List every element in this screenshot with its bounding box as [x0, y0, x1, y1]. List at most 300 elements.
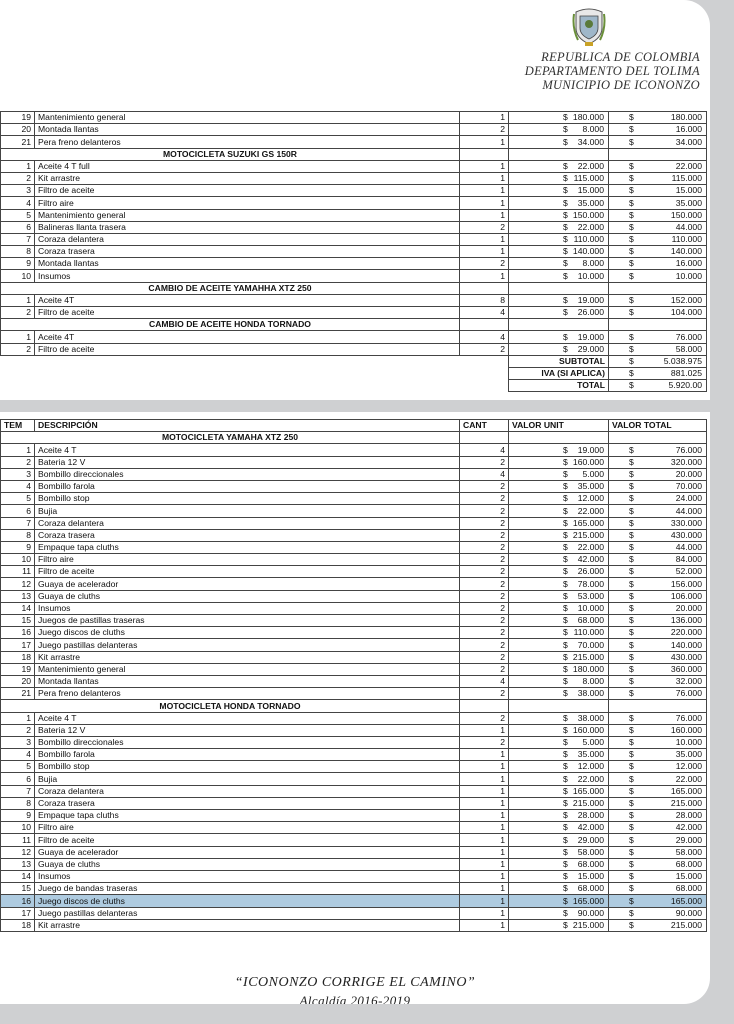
item-description: Aceite 4 T — [35, 444, 460, 456]
item-description: Pera freno delanteros — [35, 136, 460, 148]
blank-cell — [1, 380, 509, 392]
currency-symbol: $ — [629, 639, 634, 650]
currency-symbol: $ — [629, 444, 634, 455]
header-description: DESCRIPCIÓN — [35, 420, 460, 432]
item-quantity: 4 — [460, 468, 509, 480]
amount: 5.920.00 — [668, 380, 702, 391]
table-row — [1, 675, 707, 687]
table-row — [1, 480, 707, 492]
unit-value — [509, 258, 609, 270]
currency-symbol: $ — [629, 197, 634, 208]
amount: 165.000 — [572, 517, 604, 528]
currency-symbol: $ — [563, 590, 568, 601]
amount: 215.000 — [670, 919, 702, 930]
amount: 330.000 — [670, 517, 702, 528]
empty-cell — [609, 319, 707, 331]
amount: 20.000 — [675, 603, 702, 613]
item-quantity: 2 — [460, 493, 509, 505]
currency-symbol: $ — [563, 493, 568, 504]
item-quantity: 2 — [460, 627, 509, 639]
item-description: Filtro de aceite — [35, 834, 460, 846]
amount: 20.000 — [675, 468, 702, 479]
amount: 8.000 — [582, 124, 604, 135]
unit-value — [509, 160, 609, 172]
currency-symbol: $ — [563, 822, 568, 833]
item-description: Aceite 4 T full — [35, 160, 460, 172]
currency-symbol: $ — [563, 295, 568, 305]
summary-value — [609, 380, 707, 392]
currency-symbol: $ — [563, 173, 568, 184]
item-description: Coraza delantera — [35, 517, 460, 529]
currency-symbol: $ — [563, 895, 568, 906]
item-quantity: 2 — [460, 517, 509, 529]
header-quantity: CANT — [460, 420, 509, 432]
amount: 44.000 — [675, 221, 702, 232]
unit-value — [509, 870, 609, 882]
currency-symbol: $ — [629, 822, 634, 833]
amount: 84.000 — [675, 554, 702, 565]
item-number: 6 — [1, 221, 35, 233]
currency-symbol: $ — [563, 112, 568, 123]
currency-symbol: $ — [563, 810, 568, 821]
currency-symbol: $ — [563, 834, 568, 845]
item-description: Insumos — [35, 602, 460, 614]
item-number: 10 — [1, 822, 35, 834]
table-row — [1, 883, 707, 895]
amount: 58.000 — [577, 846, 604, 857]
item-quantity: 1 — [460, 136, 509, 148]
currency-symbol: $ — [563, 505, 568, 516]
item-number: 7 — [1, 233, 35, 245]
amount: 156.000 — [670, 578, 702, 589]
item-number: 17 — [1, 639, 35, 651]
table-row — [1, 615, 707, 627]
currency-symbol: $ — [629, 883, 634, 894]
letterhead-line-department: DEPARTAMENTO DEL TOLIMA — [524, 64, 700, 78]
unit-value — [509, 456, 609, 468]
amount: 22.000 — [675, 773, 702, 784]
item-number: 14 — [1, 602, 35, 614]
item-description: Juegos de pastillas traseras — [35, 615, 460, 627]
amount: 220.000 — [670, 627, 702, 638]
item-quantity: 2 — [460, 736, 509, 748]
item-quantity: 1 — [460, 270, 509, 282]
item-number: 12 — [1, 846, 35, 858]
item-number: 3 — [1, 468, 35, 480]
table-row — [1, 822, 707, 834]
section-title: CAMBIO DE ACEITE HONDA TORNADO — [1, 319, 460, 331]
table-row — [1, 749, 707, 761]
unit-value — [509, 651, 609, 663]
total-value — [609, 810, 707, 822]
unit-value — [509, 270, 609, 282]
currency-symbol: $ — [563, 761, 568, 772]
unit-value — [509, 602, 609, 614]
amount: 15.000 — [577, 871, 604, 882]
currency-symbol: $ — [629, 456, 634, 467]
table-row — [1, 541, 707, 553]
unit-value — [509, 858, 609, 870]
total-value — [609, 822, 707, 834]
unit-value — [509, 590, 609, 602]
total-value — [609, 197, 707, 209]
currency-symbol: $ — [629, 112, 634, 123]
unit-value — [509, 785, 609, 797]
amount: 110.000 — [573, 627, 604, 638]
section-row — [1, 319, 707, 331]
amount: 35.000 — [577, 749, 604, 760]
item-number: 5 — [1, 493, 35, 505]
amount: 22.000 — [577, 505, 604, 516]
amount: 10.000 — [577, 603, 604, 613]
currency-symbol: $ — [629, 234, 634, 245]
total-value — [609, 907, 707, 919]
amount: 90.000 — [675, 907, 702, 918]
table-row — [1, 209, 707, 221]
currency-symbol: $ — [629, 737, 634, 748]
item-description: Bombillo stop — [35, 493, 460, 505]
currency-symbol: $ — [629, 627, 634, 638]
unit-value — [509, 773, 609, 785]
item-description: Guaya de acelerador — [35, 578, 460, 590]
currency-symbol: $ — [629, 136, 634, 147]
item-description: Guaya de cluths — [35, 858, 460, 870]
table-row — [1, 639, 707, 651]
item-description: Juego discos de cluths — [35, 895, 460, 907]
item-description: Juego pastillas delanteras — [35, 639, 460, 651]
amount: 70.000 — [675, 481, 702, 492]
table-row — [1, 160, 707, 172]
item-description: Filtro aire — [35, 554, 460, 566]
table-row — [1, 712, 707, 724]
amount: 22.000 — [577, 221, 604, 232]
total-value — [609, 517, 707, 529]
currency-symbol: $ — [629, 895, 634, 906]
item-number: 4 — [1, 197, 35, 209]
unit-value — [509, 517, 609, 529]
currency-symbol: $ — [629, 590, 634, 601]
table-row — [1, 773, 707, 785]
total-value — [609, 858, 707, 870]
amount: 136.000 — [670, 615, 702, 626]
amount: 5.000 — [582, 737, 604, 748]
total-value — [609, 112, 707, 124]
unit-value — [509, 112, 609, 124]
item-number: 20 — [1, 675, 35, 687]
empty-cell — [509, 282, 609, 294]
total-value — [609, 160, 707, 172]
amount: 35.000 — [675, 749, 702, 760]
section-row — [1, 700, 707, 712]
currency-symbol: $ — [629, 688, 634, 699]
amount: 34.000 — [675, 136, 702, 147]
item-quantity: 2 — [460, 124, 509, 136]
currency-symbol: $ — [563, 185, 568, 196]
currency-symbol: $ — [629, 615, 634, 626]
amount: 140.000 — [670, 639, 702, 650]
item-number: 2 — [1, 172, 35, 184]
item-number: 19 — [1, 112, 35, 124]
table-row — [1, 444, 707, 456]
amount: 10.000 — [577, 270, 604, 281]
amount: 78.000 — [577, 578, 604, 589]
total-value — [609, 246, 707, 258]
currency-symbol: $ — [629, 160, 634, 171]
total-value — [609, 541, 707, 553]
empty-cell — [460, 148, 509, 160]
section-title: MOTOCICLETA HONDA TORNADO — [1, 700, 460, 712]
item-quantity: 8 — [460, 294, 509, 306]
currency-symbol: $ — [629, 295, 634, 305]
empty-cell — [509, 432, 609, 444]
currency-symbol: $ — [629, 554, 634, 565]
currency-symbol: $ — [563, 542, 568, 553]
unit-value — [509, 761, 609, 773]
currency-symbol: $ — [629, 834, 634, 845]
amount: 76.000 — [675, 712, 702, 723]
total-value — [609, 493, 707, 505]
item-description: Juego discos de cluths — [35, 627, 460, 639]
unit-value — [509, 834, 609, 846]
currency-symbol: $ — [563, 639, 568, 650]
amount: 10.000 — [675, 270, 702, 281]
empty-cell — [509, 148, 609, 160]
item-number: 15 — [1, 883, 35, 895]
item-quantity: 2 — [460, 480, 509, 492]
item-number: 18 — [1, 651, 35, 663]
item-description: Pera freno delanteros — [35, 688, 460, 700]
table-row — [1, 651, 707, 663]
amount: 5.038.975 — [663, 355, 702, 366]
currency-symbol: $ — [629, 724, 634, 735]
item-quantity: 2 — [460, 505, 509, 517]
empty-cell — [460, 282, 509, 294]
item-description: Guaya de acelerador — [35, 846, 460, 858]
item-description: Insumos — [35, 870, 460, 882]
unit-value — [509, 822, 609, 834]
table-row — [1, 197, 707, 209]
item-number: 6 — [1, 505, 35, 517]
item-quantity: 1 — [460, 209, 509, 221]
header-item: TEM — [1, 420, 35, 432]
currency-symbol: $ — [563, 907, 568, 918]
total-value — [609, 294, 707, 306]
currency-symbol: $ — [563, 481, 568, 492]
total-value — [609, 343, 707, 355]
currency-symbol: $ — [629, 871, 634, 882]
table-header-row — [1, 420, 707, 432]
table-row — [1, 136, 707, 148]
empty-cell — [609, 700, 707, 712]
item-quantity: 2 — [460, 258, 509, 270]
item-number: 4 — [1, 480, 35, 492]
unit-value — [509, 883, 609, 895]
item-quantity: 2 — [460, 221, 509, 233]
currency-symbol: $ — [563, 883, 568, 894]
total-value — [609, 870, 707, 882]
total-value — [609, 615, 707, 627]
item-description: Filtro aire — [35, 197, 460, 209]
amount: 42.000 — [577, 822, 604, 833]
item-number: 1 — [1, 294, 35, 306]
currency-symbol: $ — [629, 651, 634, 662]
item-description: Filtro de aceite — [35, 343, 460, 355]
item-description: Bombillo direccionales — [35, 468, 460, 480]
empty-cell — [609, 432, 707, 444]
amount: 165.000 — [572, 785, 604, 796]
item-description: Aceite 4T — [35, 331, 460, 343]
amount: 160.000 — [572, 456, 604, 467]
unit-value — [509, 627, 609, 639]
table-row — [1, 736, 707, 748]
item-quantity: 2 — [460, 602, 509, 614]
currency-symbol: $ — [629, 603, 634, 613]
item-quantity: 1 — [460, 785, 509, 797]
item-description: Coraza trasera — [35, 797, 460, 809]
item-quantity: 1 — [460, 822, 509, 834]
currency-symbol: $ — [563, 858, 568, 869]
amount: 12.000 — [577, 493, 604, 504]
item-description: Balineras llanta trasera — [35, 221, 460, 233]
amount: 15.000 — [675, 871, 702, 882]
item-description: Empaque tapa cluths — [35, 810, 460, 822]
amount: 104.000 — [670, 307, 702, 318]
quote-table-continued — [0, 111, 707, 392]
amount: 28.000 — [577, 810, 604, 821]
item-description: Kit arrastre — [35, 919, 460, 931]
table-row — [1, 688, 707, 700]
currency-symbol: $ — [629, 380, 634, 391]
total-value — [609, 468, 707, 480]
item-number: 5 — [1, 761, 35, 773]
footer — [0, 975, 710, 1004]
table-row — [1, 663, 707, 675]
total-value — [609, 221, 707, 233]
amount: 58.000 — [675, 343, 702, 354]
total-value — [609, 834, 707, 846]
total-value — [609, 639, 707, 651]
amount: 22.000 — [675, 160, 702, 171]
letterhead-line-municipality: MUNICIPIO DE ICONONZO — [542, 78, 700, 92]
total-value — [609, 529, 707, 541]
amount: 215.000 — [572, 798, 604, 808]
item-quantity: 1 — [460, 858, 509, 870]
item-description: Filtro de aceite — [35, 307, 460, 319]
blank-cell — [1, 355, 509, 367]
table-row — [1, 493, 707, 505]
currency-symbol: $ — [563, 258, 568, 269]
amount: 160.000 — [670, 724, 702, 735]
item-quantity: 2 — [460, 456, 509, 468]
amount: 115.000 — [573, 173, 604, 184]
total-value — [609, 554, 707, 566]
amount: 165.000 — [572, 895, 604, 906]
table-row — [1, 517, 707, 529]
amount: 8.000 — [582, 676, 604, 687]
amount: 22.000 — [577, 773, 604, 784]
table-row — [1, 627, 707, 639]
currency-symbol: $ — [563, 529, 568, 540]
header-unit-value: VALOR UNIT — [509, 420, 609, 432]
table-row — [1, 590, 707, 602]
currency-symbol: $ — [629, 517, 634, 528]
item-quantity: 2 — [460, 663, 509, 675]
amount: 106.000 — [670, 590, 702, 601]
empty-cell — [460, 432, 509, 444]
item-number: 7 — [1, 517, 35, 529]
amount: 53.000 — [577, 590, 604, 601]
item-number: 18 — [1, 919, 35, 931]
unit-value — [509, 615, 609, 627]
item-description: Insumos — [35, 270, 460, 282]
unit-value — [509, 712, 609, 724]
total-value — [609, 124, 707, 136]
currency-symbol: $ — [563, 160, 568, 171]
section-row — [1, 148, 707, 160]
table-row — [1, 529, 707, 541]
item-quantity: 1 — [460, 919, 509, 931]
footer-slogan: “ICONONZO CORRIGE EL CAMINO” — [234, 975, 476, 990]
amount: 165.000 — [670, 895, 702, 906]
item-quantity: 1 — [460, 761, 509, 773]
item-number: 12 — [1, 578, 35, 590]
total-value — [609, 846, 707, 858]
amount: 26.000 — [577, 307, 604, 318]
amount: 215.000 — [572, 919, 604, 930]
amount: 34.000 — [577, 136, 604, 147]
total-value — [609, 724, 707, 736]
table-row — [1, 858, 707, 870]
total-value — [609, 258, 707, 270]
amount: 76.000 — [675, 688, 702, 699]
item-number: 10 — [1, 554, 35, 566]
item-description: Mantenimiento general — [35, 112, 460, 124]
item-description: Bombillo direccionales — [35, 736, 460, 748]
amount: 26.000 — [577, 566, 604, 577]
total-value — [609, 663, 707, 675]
item-quantity: 2 — [460, 651, 509, 663]
currency-symbol: $ — [629, 343, 634, 354]
item-quantity: 1 — [460, 233, 509, 245]
table-row — [1, 124, 707, 136]
header-total-value: VALOR TOTAL — [609, 420, 707, 432]
item-quantity: 4 — [460, 331, 509, 343]
amount: 180.000 — [572, 663, 604, 674]
item-quantity: 2 — [460, 529, 509, 541]
item-quantity: 2 — [460, 688, 509, 700]
total-value — [609, 505, 707, 517]
currency-symbol: $ — [563, 566, 568, 577]
item-quantity: 1 — [460, 895, 509, 907]
currency-symbol: $ — [563, 603, 568, 613]
item-quantity: 2 — [460, 590, 509, 602]
item-number: 20 — [1, 124, 35, 136]
currency-symbol: $ — [563, 578, 568, 589]
currency-symbol: $ — [629, 578, 634, 589]
item-description: Montada llantas — [35, 258, 460, 270]
unit-value — [509, 724, 609, 736]
item-number: 2 — [1, 724, 35, 736]
amount: 68.000 — [577, 883, 604, 894]
amount: 35.000 — [675, 197, 702, 208]
table-row — [1, 797, 707, 809]
unit-value — [509, 343, 609, 355]
total-value — [609, 749, 707, 761]
empty-cell — [609, 148, 707, 160]
item-description: Filtro aire — [35, 822, 460, 834]
footer-term: Alcaldía 2016-2019 — [299, 993, 411, 1004]
currency-symbol: $ — [629, 907, 634, 918]
